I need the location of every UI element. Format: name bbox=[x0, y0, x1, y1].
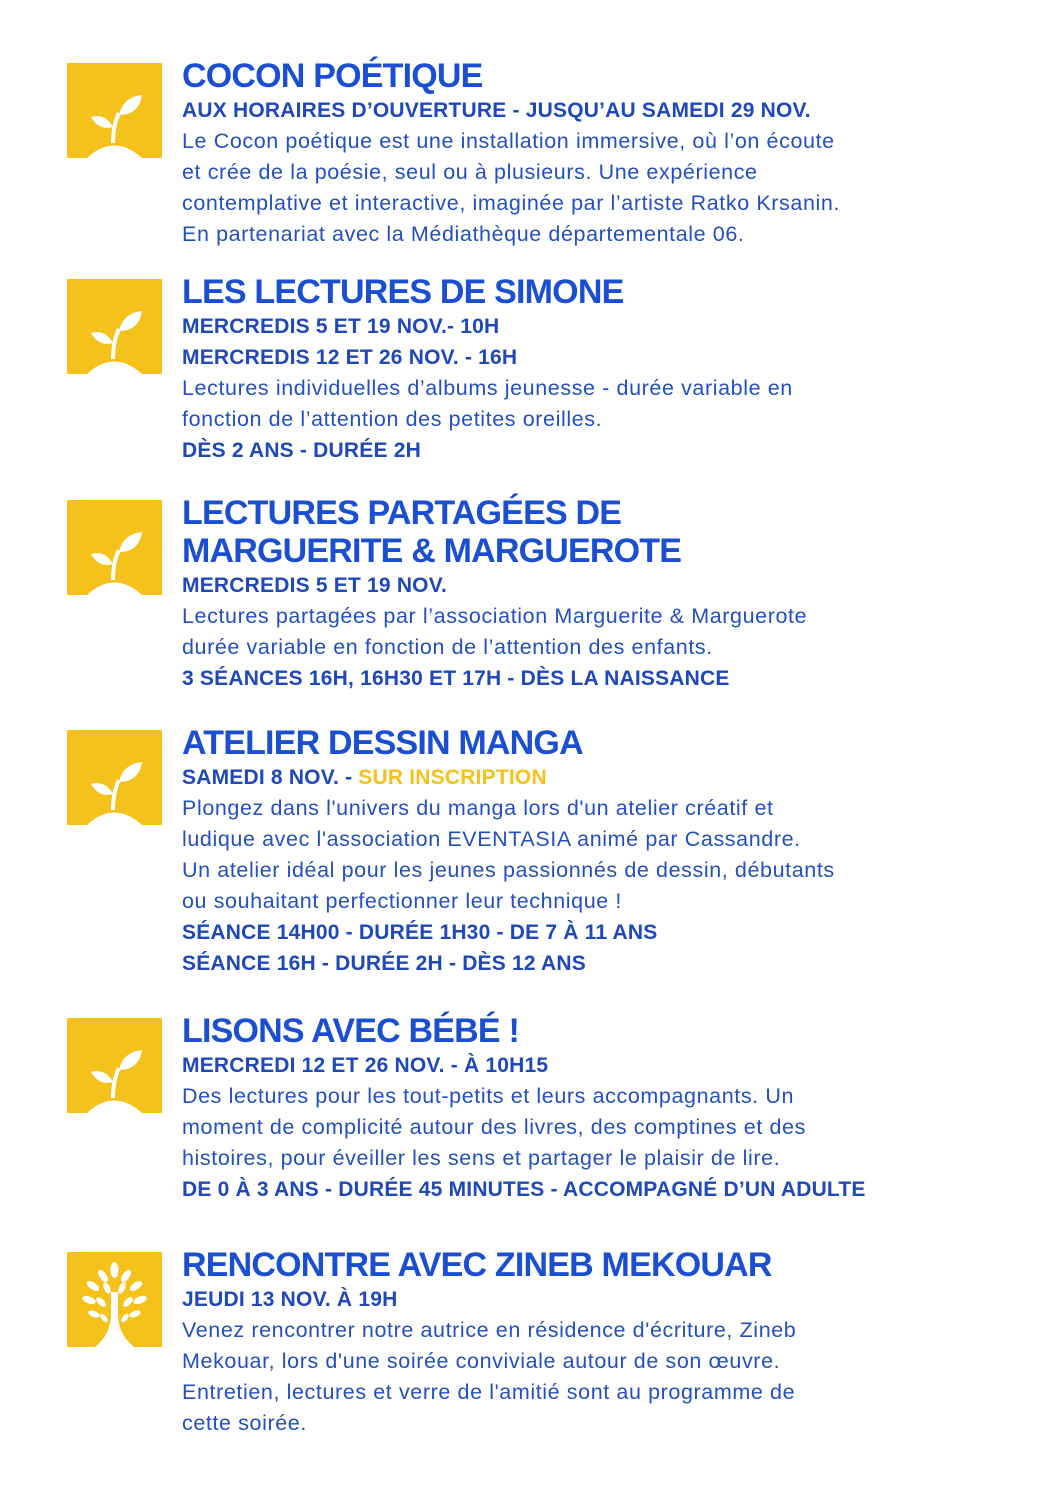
event-title: RENCONTRE AVEC ZINEB MEKOUAR bbox=[182, 1246, 772, 1284]
event-description-line: En partenariat avec la Médiathèque départementale 06. bbox=[182, 222, 745, 246]
event-sessions: 3 SÉANCES 16H, 16H30 ET 17H - DÈS LA NAISSANCE bbox=[182, 667, 730, 690]
event-session: SÉANCE 14H00 - DURÉE 1H30 - DE 7 À 11 ANS bbox=[182, 921, 658, 944]
event-description-line: Lectures individuelles d’albums jeunesse - durée variable en bbox=[182, 376, 793, 400]
tree-icon bbox=[67, 1252, 162, 1347]
event-schedule: AUX HORAIRES D’OUVERTURE - JUSQU’AU SAMEDI 29 NOV. bbox=[182, 99, 811, 122]
event-description-line: ludique avec l'association EVENTASIA animé par Cassandre. bbox=[182, 827, 801, 851]
event-schedule: MERCREDIS 12 ET 26 NOV. - 16H bbox=[182, 346, 518, 369]
event-description-line: histoires, pour éveiller les sens et partager le plaisir de lire. bbox=[182, 1146, 781, 1170]
sprout-icon bbox=[67, 279, 162, 374]
registration-required-label: SUR INSCRIPTION bbox=[358, 766, 547, 789]
event-title: LES LECTURES DE SIMONE bbox=[182, 273, 624, 311]
event-schedule: MERCREDIS 5 ET 19 NOV. bbox=[182, 574, 448, 597]
event-date: SAMEDI 8 NOV. - bbox=[182, 766, 359, 789]
event-description-line: Des lectures pour les tout-petits et leurs accompagnants. Un bbox=[182, 1084, 795, 1108]
event-audience: DE 0 À 3 ANS - DURÉE 45 MINUTES - ACCOMPAGNÉ D’UN ADULTE bbox=[182, 1178, 866, 1201]
event-title: ATELIER DESSIN MANGA bbox=[182, 724, 583, 762]
event-description-line: et crée de la poésie, seul ou à plusieurs. Une expérience bbox=[182, 160, 758, 184]
event-description-line: cette soirée. bbox=[182, 1411, 307, 1435]
event-session: SÉANCE 16H - DURÉE 2H - DÈS 12 ANS bbox=[182, 952, 586, 975]
event-description-line: Mekouar, lors d'une soirée conviviale autour de son œuvre. bbox=[182, 1349, 781, 1373]
event-description-line: Un atelier idéal pour les jeunes passionnés de dessin, débutants bbox=[182, 858, 835, 882]
event-schedule: JEUDI 13 NOV. À 19H bbox=[182, 1288, 398, 1311]
event-schedule: MERCREDI 12 ET 26 NOV. - À 10H15 bbox=[182, 1054, 549, 1077]
event-schedule bbox=[182, 762, 1032, 793]
sprout-icon bbox=[67, 500, 162, 595]
event-title-line: MARGUERITE & MARGUEROTE bbox=[182, 532, 682, 570]
event-description-line: contemplative et interactive, imaginée par l’artiste Ratko Krsanin. bbox=[182, 191, 841, 215]
event-description-line: fonction de l’attention des petites oreilles. bbox=[182, 407, 603, 431]
event-description-line: Lectures partagées par l’association Marguerite & Marguerote bbox=[182, 604, 808, 628]
event-description-line: durée variable en fonction de l’attention des enfants. bbox=[182, 635, 713, 659]
sprout-icon bbox=[67, 1018, 162, 1113]
event-audience: DÈS 2 ANS - DURÉE 2H bbox=[182, 439, 421, 462]
event-description-line: Le Cocon poétique est une installation immersive, où l’on écoute bbox=[182, 129, 835, 153]
event-description-line: ou souhaitant perfectionner leur technique ! bbox=[182, 889, 622, 913]
event-description-line: Entretien, lectures et verre de l'amitié sont au programme de bbox=[182, 1380, 796, 1404]
event-description-line: moment de complicité autour des livres, des comptines et des bbox=[182, 1115, 806, 1139]
event-title: LISONS AVEC BÉBÉ ! bbox=[182, 1012, 519, 1050]
sprout-icon bbox=[67, 730, 162, 825]
event-description-line: Venez rencontrer notre autrice en résidence d'écriture, Zineb bbox=[182, 1318, 797, 1342]
event-description-line: Plongez dans l'univers du manga lors d'un atelier créatif et bbox=[182, 796, 774, 820]
sprout-icon bbox=[67, 63, 162, 158]
event-title: COCON POÉTIQUE bbox=[182, 57, 483, 95]
event-title-line: LECTURES PARTAGÉES DE bbox=[182, 494, 622, 532]
event-schedule: MERCREDIS 5 ET 19 NOV.- 10H bbox=[182, 315, 500, 338]
